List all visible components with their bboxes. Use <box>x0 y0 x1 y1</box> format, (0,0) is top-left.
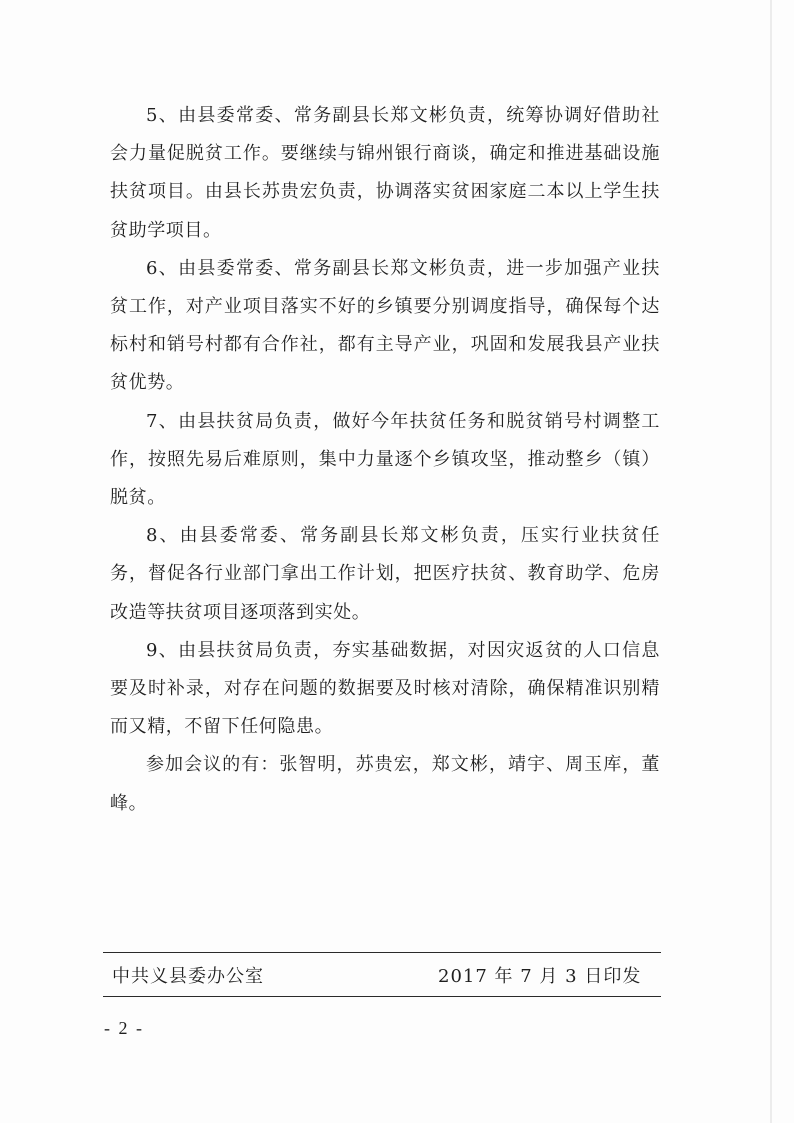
paragraph-item-5: 5、由县委常委、常务副县长郑文彬负责，统筹协调好借助社会力量促脱贫工作。要继续与锦州银行商谈，确定和推进基础设施扶贫项目。由县长苏贵宏负责，协调落实贫困家庭二本以上学生扶贫助学项目。 <box>110 105 660 241</box>
document-body <box>110 97 660 823</box>
paragraph-item-6: 6、由县委常委、常务副县长郑文彬负责，进一步加强产业扶贫工作，对产业项目落实不好的乡镇要分别调度指导，确保每个达标村和销号村都有合作社，都有主导产业，巩固和发展我县产业扶贫优势。 <box>110 257 660 394</box>
scan-edge <box>770 0 772 1123</box>
footer-top-rule <box>103 952 661 953</box>
paragraph-item-8: 8、由县委常委、常务副县长郑文彬负责，压实行业扶贫任务，督促各行业部门拿出工作计划，把医疗扶贫、教育助学、危房改造等扶贫项目逐项落到实处。 <box>110 525 660 623</box>
page-number: - 2 - <box>104 1018 144 1038</box>
issue-date: 2017 年 7 月 3 日印发 <box>438 966 642 987</box>
paragraph-item-7: 7、由县扶贫局负责，做好今年扶贫任务和脱贫销号村调整工作，按照先易后难原则，集中力量逐个乡镇攻坚，推动整乡（镇）脱贫。 <box>110 410 660 509</box>
footer-bottom-rule <box>103 996 661 997</box>
attendees-paragraph: 参加会议的有：张智明，苏贵宏，郑文彬，靖宇、周玉库，董峰。 <box>110 754 660 814</box>
issuer-name: 中共义县委办公室 <box>112 966 264 987</box>
paragraph-item-9: 9、由县扶贫局负责，夯实基础数据，对因灾返贫的人口信息要及时补录，对存在问题的数据要及时核对清除，确保精准识别精而又精，不留下任何隐患。 <box>110 639 660 738</box>
